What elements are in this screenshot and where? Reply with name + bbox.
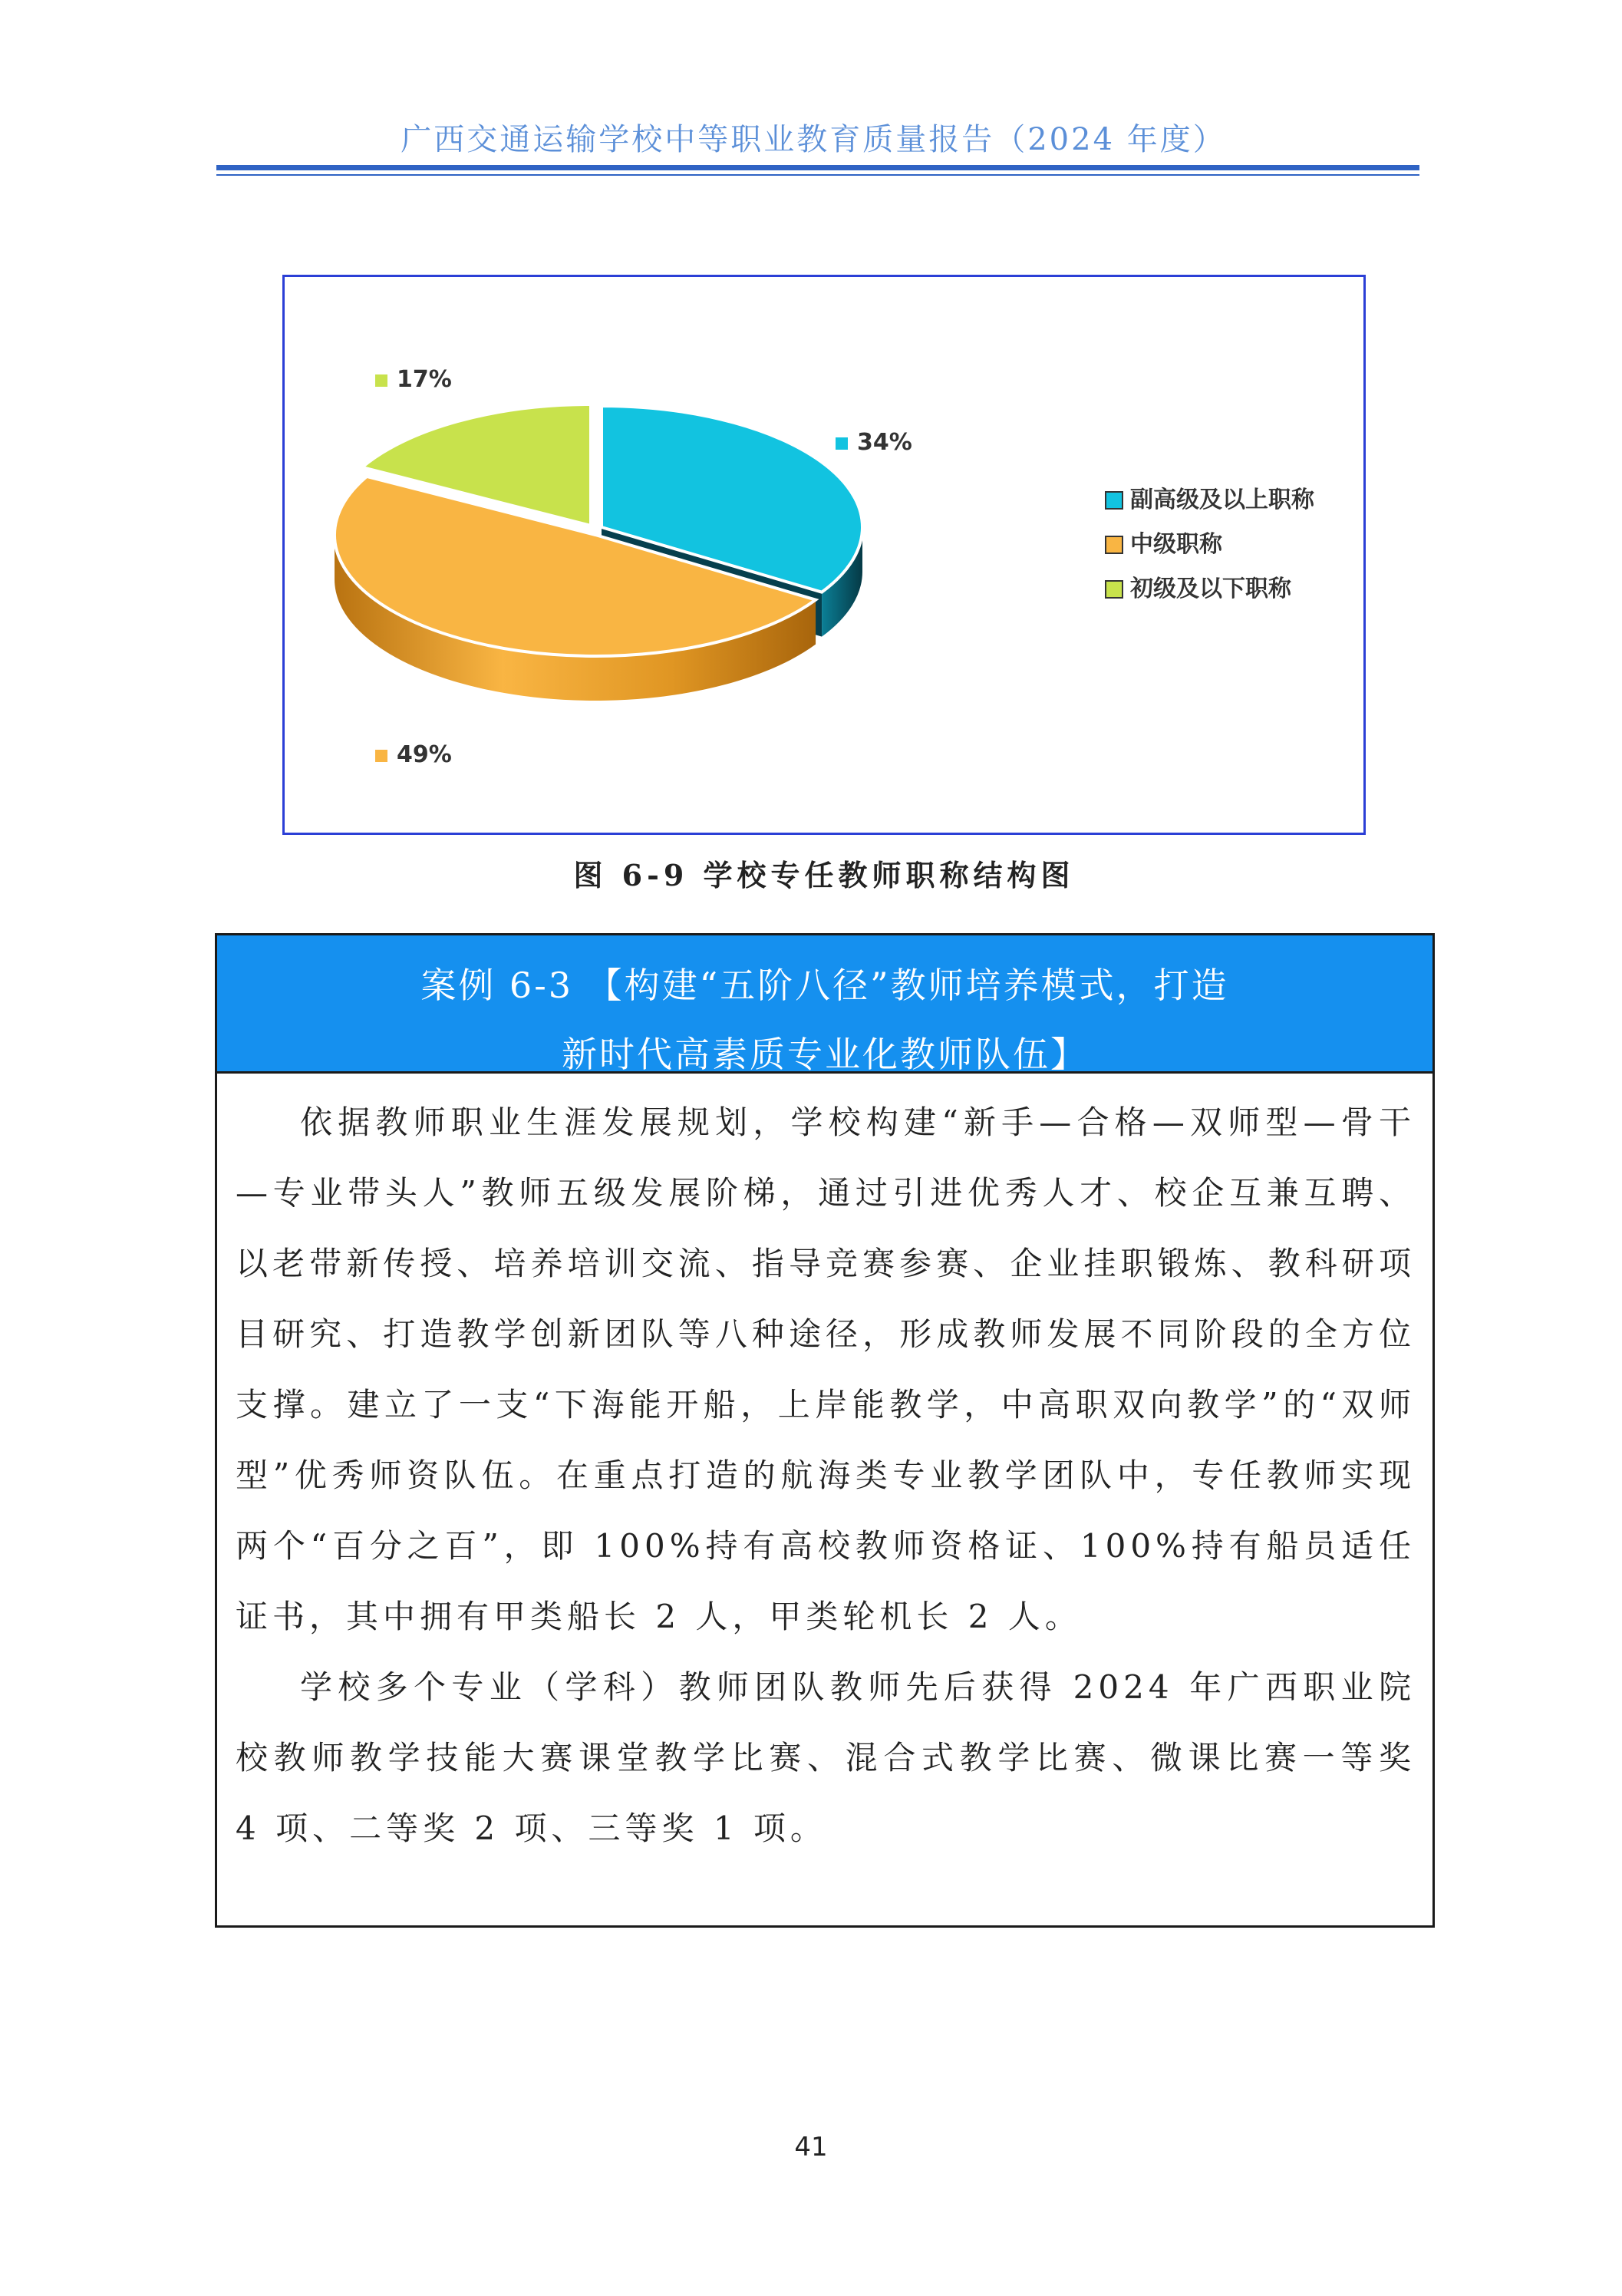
page-number: 41 (794, 2132, 828, 2162)
header-rule (216, 165, 1419, 170)
data-label-junior: 17% (397, 366, 452, 393)
header-rule-thin (216, 174, 1419, 176)
legend-label-intermediate: 中级职称 (1130, 531, 1222, 558)
case-title-line-1: 案例 6-3 【构建“五阶八径”教师培养模式，打造 (420, 965, 1229, 1006)
data-label-marker-intermediate (375, 750, 387, 762)
case-study-box (215, 933, 1435, 1928)
data-label-marker-senior (836, 437, 848, 450)
figure-caption: 图 6-9 学校专任教师职称结构图 (573, 858, 1075, 892)
case-title-line-2: 新时代高素质专业化教师队伍】 (562, 1034, 1088, 1075)
pie-chart-frame (282, 275, 1366, 835)
case-title (217, 935, 1432, 1074)
pie-chart (285, 277, 1363, 833)
page-header-title: 广西交通运输学校中等职业教育质量报告（2024 年度） (401, 122, 1226, 157)
legend-label-junior: 初级及以下职称 (1130, 576, 1291, 602)
legend-swatch-junior (1106, 581, 1123, 598)
case-paragraph-1: 依据教师职业生涯发展规划，学校构建“新手—合格—双师型—骨干—专业带头人”教师五级发展阶梯，通过引进优秀人才、校企互兼互聘、以老带新传授、培养培训交流、指导竞赛参赛、企业挂职锻炼、教科研项目研究、打造教学创新团队等八种途径，形成教师发展不同阶段的全方位支撑。建立了一支“下海能开船，上岸能教学，中高职双向教学”的“双师型”优秀师资队伍。在重点打造的航海类专业教学团队中，专任教师实现两个“百分之百”，即 100%持有高校教师资格证、100%持有船员适任证书，其中拥有甲类船长 2 人，甲类轮机长 2 人。 (236, 1103, 1416, 1635)
legend-label-senior: 副高级及以上职称 (1130, 487, 1314, 513)
case-paragraph-2: 学校多个专业（学科）教师团队教师先后获得 2024 年广西职业院校教师教学技能大赛课堂教学比赛、混合式教学比赛、微课比赛一等奖 4 项、二等奖 2 项、三等奖 1 项。 (236, 1668, 1416, 1847)
case-body (217, 1074, 1432, 1864)
data-label-senior: 34% (857, 429, 912, 456)
data-label-marker-junior (375, 374, 387, 387)
legend-swatch-senior (1106, 492, 1123, 509)
legend-swatch-intermediate (1106, 536, 1123, 553)
data-label-intermediate: 49% (397, 741, 452, 768)
